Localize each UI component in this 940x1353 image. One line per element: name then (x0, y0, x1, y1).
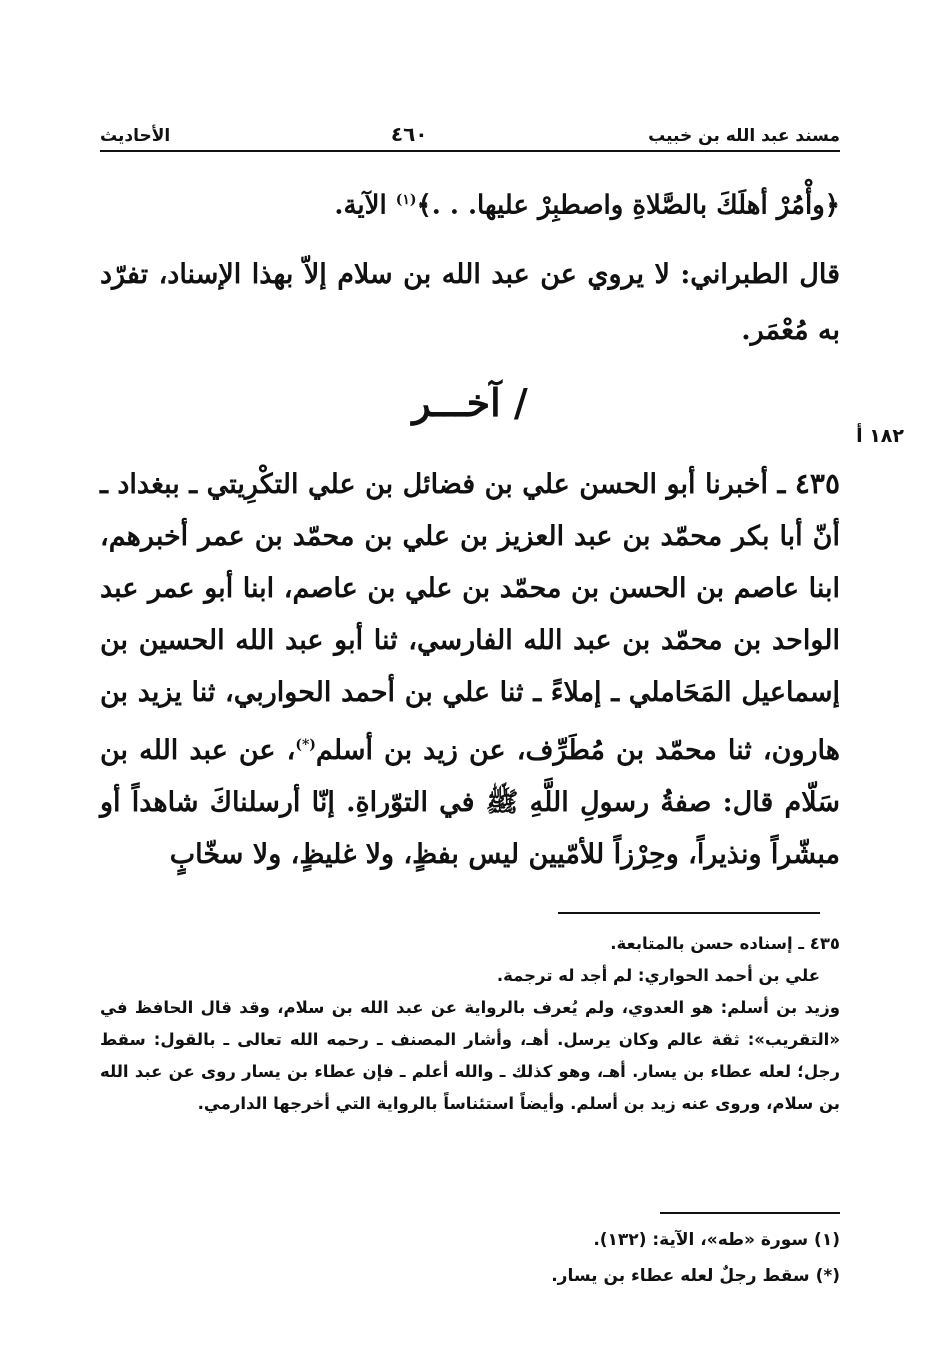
manuscript-folio-note: ١٨٢ أ (856, 425, 904, 447)
header-book-title: مسند عبد الله بن خبيب (648, 126, 840, 146)
hadith-text-part1: ـ أخبرنا أبو الحسن علي بن فضائل بن علي التكْرِيتي ـ ببغداد ـ أنّ أبا بكر محمّد بن عبد العزيز بن علي بن محمّد بن عمر أخبرهم، ابنا عاصم بن الحسن بن محمّد بن علي بن عاصم، ابنا أبو عمر عبد الواحد بن محمّد بن عبد الله الفارسي، ثنا أبو عبد الله الحسين بن إسماعيل المَحَاملي ـ إملاءً ـ ثنا علي بن أحمد الحواربي، ثنا يزيد بن هارون، ثنا محمّد بن مُطَرِّف، عن زيد بن أسلم (100, 469, 840, 766)
footnotes (100, 1222, 840, 1294)
header-rule (100, 150, 840, 152)
footnotes-rule (660, 1212, 840, 1214)
note-line: ٤٣٥ ـ إسناده حسن بالمتابعة. (610, 934, 840, 953)
hadith-paragraph (100, 458, 840, 881)
footnote-1: (١) سورة «طه»، الآية: (١٣٢). (593, 1230, 840, 1250)
takhrij-notes (100, 928, 840, 1120)
hadith-text-part2: ، عن عبد الله بن سَلّام قال: صفةُ رسولِ اللَّهِ ﷺ في التوّراةِ. إنّا أرسلناكَ شاهداً أو مبشّراً ونذيراً، وحِرْزاً للأمّيين ليس بفظٍ، ولا غليظٍ، ولا سخّابٍ (100, 735, 840, 870)
page-number: ٤٦٠ (390, 122, 428, 146)
running-header (100, 112, 840, 146)
note-line: وزيد بن أسلم: هو العدوي، ولم يُعرف بالرواية عن عبد الله بن سلام، وقد قال الحافظ في «التقريب»: ثقة عالم وكان يرسل. أهـ، وأشار المصنف ـ رحمه الله تعالى ـ بالقول: سقط رجل؛ لعله عطاء بن يسار. أهـ، وهو كذلك ـ والله أعلم ـ فإن عطاء بن يسار روى عن عبد الله بن سلام، وروى عنه زيد بن أسلم. وأيضاً استئناساً بالرواية التي أخرجها الدارمي. (100, 998, 840, 1113)
hadith-number: ٤٣٥ (794, 467, 840, 500)
tabarani-comment: قال الطبراني: لا يروي عن عبد الله بن سلام إلاّ بهذا الإسناد، تفرّد به مُعْمَر. (100, 259, 840, 346)
hadith-star-ref: (*) (295, 737, 316, 753)
verse-footnote-ref: (١) (395, 192, 417, 208)
footnote-star: (*) سقط رجلٌ لعله عطاء بن يسار. (551, 1266, 840, 1286)
verse-tail: الآية. (334, 190, 396, 221)
note-line: علي بن أحمد الحواري: لم أجد له ترجمة. (496, 966, 820, 985)
verse-text: ﴿وأْمُرْ أهلَكَ بالصَّلاةِ واصطبِرْ عليها. . .﴾ (416, 190, 840, 221)
notes-rule (558, 912, 820, 914)
section-title: / آخـــر (412, 380, 528, 425)
header-section-title: الأحاديث (100, 126, 171, 146)
quran-verse (100, 178, 840, 229)
